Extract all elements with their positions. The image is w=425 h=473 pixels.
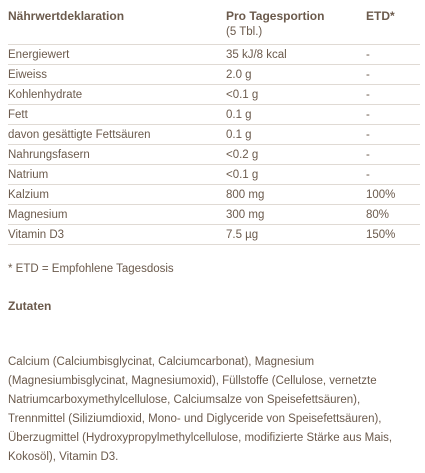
row-name: davon gesättigte Fettsäuren: [8, 125, 226, 145]
table-row: [8, 225, 420, 245]
row-etd: 80%: [366, 205, 420, 225]
row-value: 800 mg: [226, 185, 366, 205]
header-portion-label: Pro Tagesportion: [226, 9, 325, 23]
row-etd: -: [366, 105, 420, 125]
etd-footnote: * ETD = Empfohlene Tagesdosis: [8, 263, 174, 275]
table-row: [8, 145, 420, 165]
nutrition-table: [8, 6, 420, 245]
row-value: 7.5 µg: [226, 225, 366, 245]
row-etd: -: [366, 145, 420, 165]
row-value: <0.1 g: [226, 85, 366, 105]
table-row: [8, 125, 420, 145]
row-value: 300 mg: [226, 205, 366, 225]
table-row: [8, 65, 420, 85]
row-value: 35 kJ/8 kcal: [226, 45, 366, 65]
header-nutrition-declaration: Nährwertdeklaration: [8, 6, 226, 45]
table-row: [8, 105, 420, 125]
header-etd: ETD*: [366, 6, 420, 45]
row-etd: -: [366, 125, 420, 145]
row-etd: 100%: [366, 185, 420, 205]
row-value: <0.1 g: [226, 165, 366, 185]
nutrition-page: [8, 6, 420, 463]
table-header-row: [8, 6, 420, 45]
row-name: Eiweiss: [8, 65, 226, 85]
header-portion-sub: (5 Tbl.): [226, 26, 263, 38]
row-etd: -: [366, 65, 420, 85]
row-value: <0.2 g: [226, 145, 366, 165]
row-value: 2.0 g: [226, 65, 366, 85]
ingredients-title: Zutaten: [8, 299, 52, 313]
row-name: Natrium: [8, 165, 226, 185]
table-row: [8, 165, 420, 185]
table-row: [8, 85, 420, 105]
table-row: [8, 205, 420, 225]
header-per-daily-portion: [226, 6, 366, 45]
row-value: 0.1 g: [226, 125, 366, 145]
ingredients-text: Calcium (Calciumbisglycinat, Calciumcarbonat), Magnesium (Magnesiumbisglycinat, Magnesiumoxid), Füllstoffe (Cellulose, vernetzte Natriumcarboxymethylcellulose, Calciumsalze von Speisefettsäuren), Trennmittel (Siliziumdioxid, Mono- und Diglyceride von Speisefettsäuren), Überzugmittel (Hydroxypropylmethylcellulose, modifizierte Stärke aus Mais, Kokosöl), Vitamin D3.: [8, 356, 393, 463]
table-row: [8, 185, 420, 205]
row-name: Fett: [8, 105, 226, 125]
row-name: Vitamin D3: [8, 225, 226, 245]
row-etd: 150%: [366, 225, 420, 245]
row-name: Nahrungsfasern: [8, 145, 226, 165]
row-etd: -: [366, 85, 420, 105]
row-etd: -: [366, 165, 420, 185]
row-etd: -: [366, 45, 420, 65]
row-name: Magnesium: [8, 205, 226, 225]
row-value: 0.1 g: [226, 105, 366, 125]
row-name: Kalzium: [8, 185, 226, 205]
row-name: Energiewert: [8, 45, 226, 65]
row-name: Kohlenhydrate: [8, 85, 226, 105]
table-row: [8, 45, 420, 65]
